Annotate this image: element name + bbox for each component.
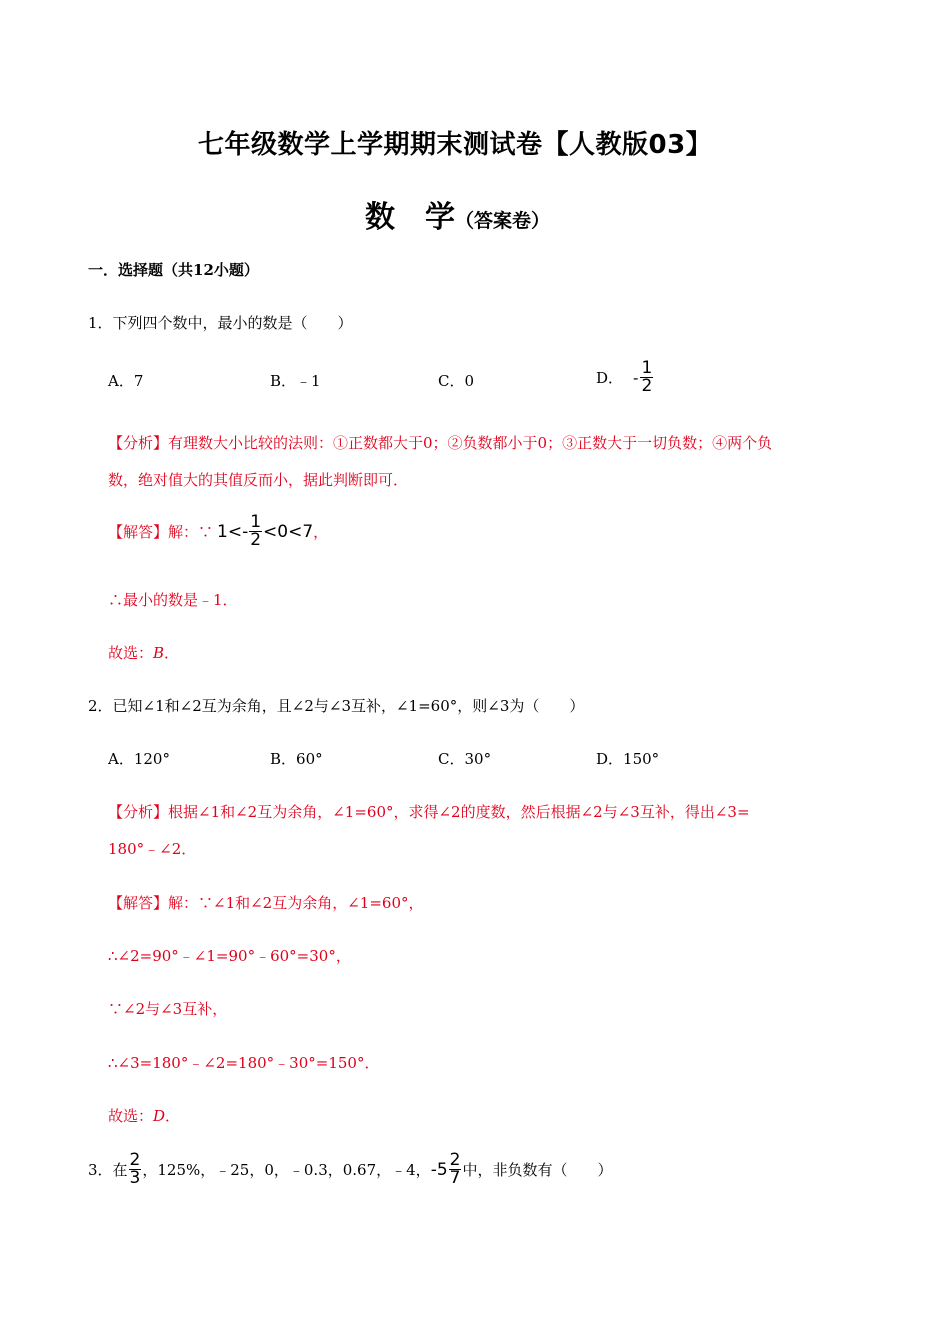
q2-option-c: C．30°: [438, 750, 492, 768]
question-1-stem: 1．下列四个数中，最小的数是（ ）: [88, 314, 353, 332]
q1-choice-prefix: 故选：: [108, 644, 154, 662]
q1-choice-end: ．: [164, 644, 180, 662]
q1-analysis-line-2: 数，绝对值大的其值反而小，据此判断即可．: [108, 471, 409, 489]
subject-heading: [365, 192, 550, 236]
q1-answer-prefix: 【解答】解：∵: [108, 523, 214, 541]
q3-stem-prefix: 3．在: [88, 1161, 128, 1179]
q3-stem-middle: ，125%，﹣25，0，﹣0.3，0.67，﹣4，: [142, 1161, 431, 1179]
q1-option-d-fraction: [640, 360, 653, 395]
fraction-denominator: 7: [449, 1168, 461, 1188]
q2-analysis-line-2: 180°﹣∠2．: [108, 840, 197, 858]
q1-option-a: A．7: [108, 372, 144, 390]
q1-option-c: C．0: [438, 372, 475, 390]
q1-answer-line: [108, 514, 328, 549]
q1-option-d-sign: -: [633, 368, 639, 387]
q2-answer-line-3: ∵∠2与∠3互补，: [108, 1000, 228, 1018]
q2-answer-line-2: ∴∠2=90°﹣∠1=90°﹣60°=30°，: [108, 947, 351, 965]
subject-name: 数 学: [365, 200, 455, 235]
q2-choice-end: ．: [165, 1107, 181, 1125]
fraction-denominator: 3: [129, 1168, 141, 1188]
q2-option-b: B．60°: [270, 750, 323, 768]
q3-mixed-whole: -5: [430, 1159, 448, 1180]
subject-suffix: （答案卷）: [455, 210, 551, 232]
q1-answer-suffix: ，: [313, 523, 329, 541]
q1-answer-fraction: [249, 514, 262, 549]
q1-option-b: B．﹣1: [270, 372, 321, 390]
fraction-numerator: 1: [250, 512, 262, 532]
q1-option-d: [596, 360, 653, 395]
q2-choice-letter: D: [153, 1107, 166, 1125]
q1-answer-expr-right: <0<7: [263, 521, 314, 542]
q1-option-d-label: D．: [596, 369, 624, 387]
fraction-denominator: 2: [250, 530, 262, 550]
q2-choice-prefix: 故选：: [108, 1107, 154, 1125]
q1-answer-expr-left: 1<-: [217, 521, 249, 542]
q2-option-d: D．150°: [596, 750, 660, 768]
section-heading: 一．选择题（共12小题）: [88, 261, 259, 279]
fraction-numerator: 2: [129, 1150, 141, 1170]
fraction-numerator: 2: [449, 1150, 461, 1170]
q3-fraction-2-7: [449, 1152, 462, 1187]
question-3-stem: [88, 1152, 612, 1187]
q2-answer-line-1: 【解答】解：∵∠1和∠2互为余角，∠1=60°，: [108, 894, 424, 912]
q1-choice-letter: B: [153, 644, 165, 662]
page-title: 七年级数学上学期期末测试卷【人教版03】: [198, 130, 713, 160]
q1-choice: [108, 642, 179, 663]
q1-conclusion: ∴最小的数是﹣1．: [108, 591, 238, 609]
q2-answer-line-4: ∴∠3=180°﹣∠2=180°﹣30°=150°．: [108, 1054, 380, 1072]
q3-fraction-2-3: [129, 1152, 142, 1187]
fraction-denominator: 2: [641, 376, 653, 396]
q2-choice: [108, 1105, 180, 1126]
q2-analysis-line-1: 【分析】根据∠1和∠2互为余角，∠1=60°，求得∠2的度数，然后根据∠2与∠3互补，得出∠3=: [108, 803, 750, 821]
question-2-stem: 2．已知∠1和∠2互为余角，且∠2与∠3互补，∠1=60°，则∠3为（ ）: [88, 697, 585, 715]
q3-stem-suffix: 中，非负数有（ ）: [462, 1161, 613, 1179]
q2-option-a: A．120°: [108, 750, 170, 768]
fraction-numerator: 1: [641, 358, 653, 378]
q1-analysis-line-1: 【分析】有理数大小比较的法则：①正数都大于0；②负数都小于0；③正数大于一切负数；④两个负: [108, 434, 773, 452]
